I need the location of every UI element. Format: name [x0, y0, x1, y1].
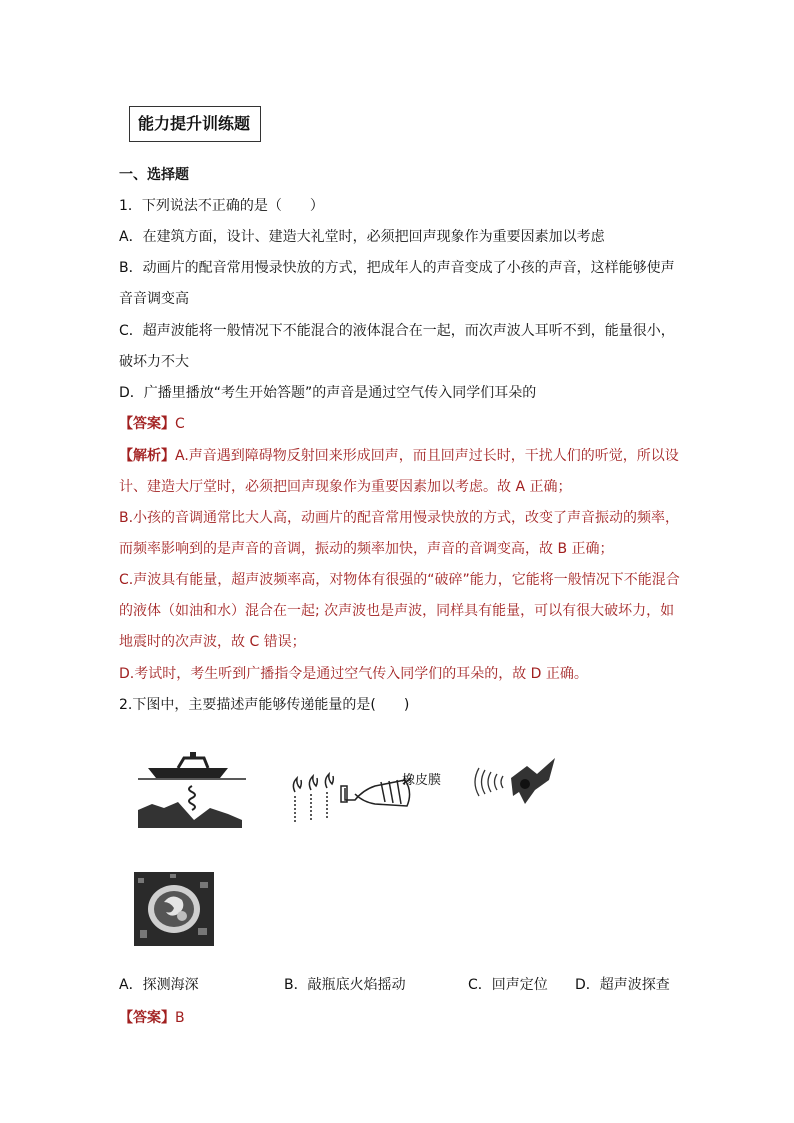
q2-option-b: B．敲瓶底火焰摇动 [284, 977, 406, 993]
q1-option-d: D．广播里播放“考生开始答题”的声音是通过空气传入同学们耳朵的 [119, 385, 537, 401]
page-title: 能力提升训练题 [129, 106, 261, 142]
q1-analysis-line: B.小孩的音调通常比大人高，动画片的配音常用慢录快放的方式，改变了声音振动的频率， [119, 510, 680, 526]
bat-echo-figure [465, 756, 557, 816]
q1-option-a: A．在建筑方面，设计、建造大礼堂时，必须把回声现象作为重要因素加以考虑 [119, 229, 605, 245]
q1-analysis-line: 的液体（如油和水）混合在一起; 次声波也是声波，同样具有能量，可以有很大破坏力，如 [119, 603, 675, 619]
q1-option-c-cont: 破坏力不大 [119, 354, 189, 370]
answer-value: C [175, 416, 185, 432]
answer-tag: 【答案】 [119, 416, 175, 432]
q2-option-d: D．超声波探查 [575, 977, 670, 993]
q1-option-b-cont: 音音调变高 [119, 291, 189, 307]
q1-analysis-line: 计、建造大厅堂时，必须把回声现象作为重要因素加以考虑。故 A 正确； [119, 479, 572, 495]
q1-analysis-line: D.考试时，考生听到广播指令是通过空气传入同学们的耳朵的，故 D 正确。 [119, 666, 588, 682]
q2-option-c: C．回声定位 [468, 977, 548, 993]
q2-answer [119, 1008, 185, 1028]
analysis-text: A.声音遇到障碍物反射回来形成回声，而且回声过长时，干扰人们的听觉，所以设 [175, 448, 679, 464]
ultrasound-scan-figure [134, 872, 214, 946]
section-heading: 一、选择题 [119, 167, 189, 183]
q1-option-c: C．超声波能将一般情况下不能混合的液体混合在一起，而次声波人耳听不到，能量很小， [119, 323, 675, 339]
q1-analysis-line: C.声波具有能量，超声波频率高，对物体有很强的“破碎”能力，它能将一般情况下不能混合 [119, 572, 680, 588]
q2-option-a: A．探测海深 [119, 977, 199, 993]
q1-answer [119, 414, 185, 434]
q1-analysis-line: 而频率影响到的是声音的音调，振动的频率加快，声音的音调变高，故 B 正确； [119, 541, 614, 557]
q1-analysis-line [119, 446, 679, 466]
answer-value: B [175, 1010, 185, 1026]
membrane-label: 橡皮膜 [402, 773, 442, 788]
q2-stem: 2.下图中，主要描述声能够传递能量的是( ) [119, 697, 410, 713]
analysis-tag: 【解析】 [119, 448, 175, 464]
q1-stem: 1．下列说法不正确的是（ ） [119, 198, 324, 214]
answer-tag: 【答案】 [119, 1010, 175, 1026]
q1-analysis-line: 地震时的次声波，故 C 错误； [119, 634, 306, 650]
boat-sonar-figure [138, 748, 246, 828]
q1-option-b: B．动画片的配音常用慢录快放的方式，把成年人的声音变成了小孩的声音，这样能够使声 [119, 260, 675, 276]
